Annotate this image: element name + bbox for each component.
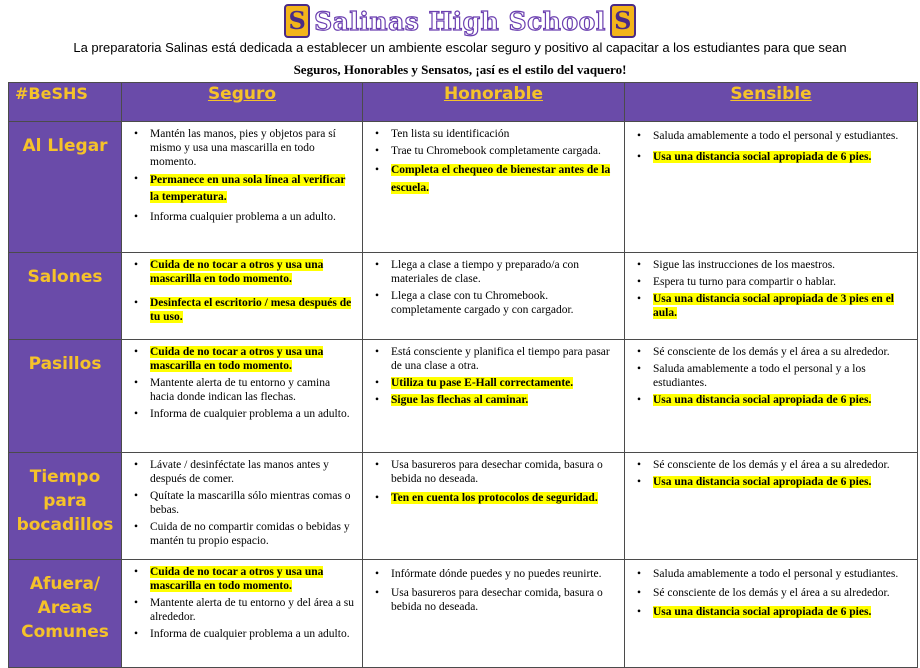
list-item: • Llega a clase a tiempo y preparado/a con materiales de clase. xyxy=(391,258,618,286)
list-item: • Saluda amablemente a todo el personal y a los estudiantes. xyxy=(653,362,911,390)
list-item: • Cuida de no tocar a otros y usa una mascarilla en todo momento. xyxy=(150,345,356,373)
cell-sensible xyxy=(625,340,918,453)
cell-seguro xyxy=(122,560,363,668)
table-row xyxy=(9,560,918,668)
cell-honorable xyxy=(363,253,625,340)
list-item: • Permanece en una sola línea al verificar la temperatura. xyxy=(150,172,356,206)
cell-seguro xyxy=(122,122,363,253)
table-row xyxy=(9,453,918,560)
list-item: • Ten en cuenta los protocolos de seguridad. xyxy=(391,489,618,507)
cell-seguro xyxy=(122,253,363,340)
list-item: • Espera tu turno para compartir o hablar. xyxy=(653,275,911,289)
list-item: • Sigue las instrucciones de los maestros. xyxy=(653,258,911,272)
list-item: • Informa cualquier problema a un adulto. xyxy=(150,209,356,226)
row-header xyxy=(9,560,122,668)
column-header-sensible: Sensible xyxy=(625,83,918,122)
list-item: • Desinfecta el escritorio / mesa después de tu uso. xyxy=(150,296,356,324)
cell-sensible xyxy=(625,122,918,253)
column-header-honorable: Honorable xyxy=(363,83,625,122)
list-item: • Está consciente y planifica el tiempo para pasar de una clase a otra. xyxy=(391,345,618,373)
school-logo-icon: S xyxy=(610,4,636,38)
table-row xyxy=(9,253,918,340)
cell-seguro xyxy=(122,340,363,453)
hashtag-cell: #BeSHS xyxy=(9,83,122,122)
header xyxy=(0,0,920,38)
list-item: • Usa una distancia social apropiada de 3 pies en el aula. xyxy=(653,292,911,320)
list-item: • Usa una distancia social apropiada de 6 pies. xyxy=(653,603,911,621)
cell-honorable xyxy=(363,122,625,253)
title-block xyxy=(284,4,636,38)
list-item: • Mantén las manos, pies y objetos para sí mismo y usa una mascarilla en todo momento. xyxy=(150,127,356,169)
cell-seguro xyxy=(122,453,363,560)
list-item: • Mantente alerta de tu entorno y camina hacia donde indican las flechas. xyxy=(150,376,356,404)
list-item: • Quítate la mascarilla sólo mientras comas o bebas. xyxy=(150,489,356,517)
page-title: Salinas High School xyxy=(314,6,606,36)
row-header-line: para xyxy=(43,491,87,511)
row-header-line: Comunes xyxy=(21,622,109,642)
column-header-seguro: Seguro xyxy=(122,83,363,122)
list-item: • Completa el chequeo de bienestar antes de la escuela. xyxy=(391,161,618,197)
list-item: • Usa basureros para desechar comida, basura o bebida no deseada. xyxy=(391,458,618,486)
row-header: Pasillos xyxy=(9,340,122,453)
tagline: Seguros, Honorables y Sensatos, ¡así es el estilo del vaquero! xyxy=(293,62,627,77)
list-item: • Ten lista su identificación xyxy=(391,127,618,141)
list-item: • Infórmate dónde puedes y no puedes reunirte. xyxy=(391,565,618,583)
list-item: • Usa una distancia social apropiada de 6 pies. xyxy=(653,475,911,489)
cell-honorable xyxy=(363,340,625,453)
intro-text: La preparatoria Salinas está dedicada a establecer un ambiente escolar seguro y positivo al capacitar a los estudiantes para que sean xyxy=(73,40,847,55)
cell-honorable xyxy=(363,560,625,668)
table-row xyxy=(9,340,918,453)
list-item: • Informa de cualquier problema a un adulto. xyxy=(150,407,356,421)
list-item: • Cuida de no tocar a otros y usa una mascarilla en todo momento. xyxy=(150,565,356,593)
cell-sensible xyxy=(625,453,918,560)
list-item: • Mantente alerta de tu entorno y del área a su alrededor. xyxy=(150,596,356,624)
row-header: Al Llegar xyxy=(9,122,122,253)
list-item: • Informa de cualquier problema a un adulto. xyxy=(150,627,356,641)
list-item: • Cuida de no tocar a otros y usa una mascarilla en todo momento. xyxy=(150,258,356,286)
list-item: • Usa una distancia social apropiada de 6 pies. xyxy=(653,393,911,407)
cell-honorable xyxy=(363,453,625,560)
row-header: Salones xyxy=(9,253,122,340)
list-item: • Sé consciente de los demás y el área a su alrededor. xyxy=(653,345,911,359)
list-item: • Utiliza tu pase E-Hall correctamente. xyxy=(391,376,618,390)
list-item: • Usa una distancia social apropiada de 6 pies. xyxy=(653,148,911,166)
list-item: • Trae tu Chromebook completamente cargada. xyxy=(391,144,618,158)
list-item: • Saluda amablemente a todo el personal y estudiantes. xyxy=(653,127,911,145)
list-item: • Cuida de no compartir comidas o bebidas y mantén tu propio espacio. xyxy=(150,520,356,548)
cell-sensible xyxy=(625,560,918,668)
row-header-line: bocadillos xyxy=(16,515,114,535)
row-header-line: Tiempo xyxy=(29,467,101,487)
expectations-table xyxy=(8,82,918,668)
school-logo-icon: S xyxy=(284,4,310,38)
row-header xyxy=(9,453,122,560)
header-row xyxy=(9,83,918,122)
row-header-line: Areas xyxy=(37,598,93,618)
row-header-line: Afuera/ xyxy=(29,574,101,594)
list-item: • Sé consciente de los demás y el área a su alrededor. xyxy=(653,586,911,600)
list-item: • Saluda amablemente a todo el personal y estudiantes. xyxy=(653,565,911,583)
list-item: • Sigue las flechas al caminar. xyxy=(391,393,618,407)
cell-sensible xyxy=(625,253,918,340)
table-row xyxy=(9,122,918,253)
list-item: • Lávate / desinféctate las manos antes y después de comer. xyxy=(150,458,356,486)
list-item: • Sé consciente de los demás y el área a su alrededor. xyxy=(653,458,911,472)
list-item: • Llega a clase con tu Chromebook. completamente cargado y con cargador. xyxy=(391,289,618,317)
list-item: • Usa basureros para desechar comida, basura o bebida no deseada. xyxy=(391,586,618,614)
